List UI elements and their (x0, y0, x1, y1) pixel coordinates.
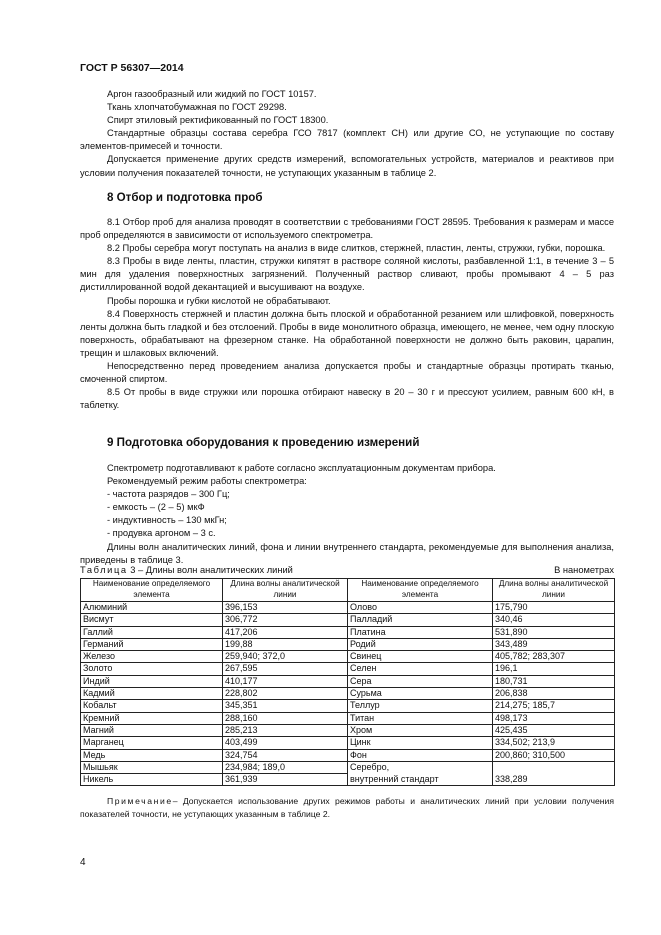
wavelength-value: 196,1 (493, 663, 615, 675)
paragraph: 8.5 От пробы в виде стружки или порошка отбирают навеску в 20 – 30 г и прессуют усилием, равным 600 кН, в таблетку. (80, 387, 614, 411)
element-name: Золото (81, 663, 223, 675)
table-row (81, 663, 615, 675)
materials-item: Ткань хлопчатобумажная по ГОСТ 29298. (107, 102, 287, 113)
materials-list (80, 88, 614, 180)
wavelength-value: 324,754 (223, 749, 348, 761)
element-name: Родий (348, 638, 493, 650)
paragraph: 8.4 Поверхность стержней и пластин должна быть плоской и обработанной резанием или шлифовкой, поверхность ленты должна быть гладкой и без отслоений. Пробы в виде монолитного образца, имеющего, не менее, чем одну плоскую поверхность, обрабатывают на фрезерном станке. На обработанной поверхности не должно быть раковин, царапин, трещин и шлаковых включений. (80, 308, 614, 358)
paragraph: 8.3 Пробы в виде ленты, пластин, стружки кипятят в растворе соляной кислоты, разбавленной 1:1, в течение 3 – 5 мин для удаления поверхностных загрязнений. Полученный раствор сливают, пробы промывают 4 – 5 раз дистиллированной водой декантацией и высушивают на воздухе. (80, 256, 614, 293)
table-header-row (81, 579, 615, 602)
settings-item: - продувка аргоном – 3 с. (107, 528, 216, 539)
header-element: Наименование определяемого элемента (348, 579, 493, 602)
table-row (81, 761, 615, 773)
element-name: Мышьяк (81, 761, 223, 773)
element-name: Фон (348, 749, 493, 761)
element-name: Индий (81, 675, 223, 687)
wavelength-value: 334,502; 213,9 (493, 737, 615, 749)
paragraph: Непосредственно перед проведением анализа допускается пробы и стандартные образцы протирать тканью, смоченной спиртом. (80, 361, 614, 385)
table-caption-label: Таблица (80, 565, 128, 575)
element-name: Никель (81, 774, 223, 786)
wavelength-value: 343,489 (493, 638, 615, 650)
element-name: Кобальт (81, 700, 223, 712)
wavelength-value: 340,46 (493, 614, 615, 626)
table-unit: В нанометрах (554, 565, 614, 575)
element-name: Кадмий (81, 688, 223, 700)
element-name: Олово (348, 602, 493, 614)
wavelength-value: 405,782; 283,307 (493, 651, 615, 663)
element-name: Сера (348, 675, 493, 687)
wavelength-value: 425,435 (493, 724, 615, 736)
paragraph: Длины волн аналитических линий, фона и линии внутреннего стандарта, рекомендуемые для выполнения анализа, приведены в таблице 3. (80, 541, 614, 565)
settings-item: - емкость – (2 – 5) мкФ (107, 502, 205, 513)
section-9-title: 9 Подготовка оборудования к проведению измерений (107, 436, 420, 449)
table-row (81, 614, 615, 626)
table-row (81, 675, 615, 687)
table-row (81, 602, 615, 614)
wavelength-value: 345,351 (223, 700, 348, 712)
wavelength-value: 234,984; 189,0 (223, 761, 348, 773)
wavelength-value: 288,160 (223, 712, 348, 724)
table-row (81, 749, 615, 761)
settings-item: - индуктивность – 130 мкГн; (107, 515, 227, 526)
wavelength-value: 410,177 (223, 675, 348, 687)
wavelength-value: 306,772 (223, 614, 348, 626)
element-name: Алюминий (81, 602, 223, 614)
page-number: 4 (80, 857, 86, 868)
wavelength-table (80, 578, 615, 786)
header-wavelength: Длина волны аналитической линии (493, 579, 615, 602)
table-row (81, 651, 615, 663)
element-name: Теллур (348, 700, 493, 712)
table-row (81, 737, 615, 749)
materials-item: Аргон газообразный или жидкий по ГОСТ 10157. (107, 89, 317, 99)
wavelength-value: 267,595 (223, 663, 348, 675)
paragraph: Рекомендуемый режим работы спектрометра: (107, 476, 307, 487)
element-name: Цинк (348, 737, 493, 749)
materials-item: Допускается применение других средств измерений, вспомогательных устройств, материалов и реактивов при условии получения показателей точности, не уступающих указанным в таблице 2. (80, 154, 614, 178)
document-header: ГОСТ Р 56307—2014 (80, 62, 184, 74)
table-row (81, 638, 615, 650)
paragraph: Пробы порошка и губки кислотой не обрабатывают. (107, 295, 331, 306)
element-name: Хром (348, 724, 493, 736)
element-name: Селен (348, 663, 493, 675)
wavelength-value: 206,838 (493, 688, 615, 700)
table-caption (80, 565, 293, 575)
element-name: внутренний стандарт (348, 774, 493, 786)
settings-item: - частота разрядов – 300 Гц; (107, 489, 230, 500)
table-row (81, 712, 615, 724)
table-note (80, 795, 614, 820)
wavelength-value (493, 761, 615, 773)
element-name: Кремний (81, 712, 223, 724)
element-name: Магний (81, 724, 223, 736)
wavelength-value: 403,499 (223, 737, 348, 749)
wavelength-value: 498,173 (493, 712, 615, 724)
header-element: Наименование определяемого элемента (81, 579, 223, 602)
wavelength-value: 396,153 (223, 602, 348, 614)
element-name: Медь (81, 749, 223, 761)
paragraph: Спектрометр подготавливают к работе согласно эксплуатационным документам прибора. (107, 463, 496, 473)
element-name: Платина (348, 626, 493, 638)
element-name: Палладий (348, 614, 493, 626)
wavelength-value: 259,940; 372,0 (223, 651, 348, 663)
wavelength-value: 180,731 (493, 675, 615, 687)
note-label: Примечание (107, 796, 173, 806)
table-row (81, 688, 615, 700)
wavelength-value: 417,206 (223, 626, 348, 638)
section-8-body (80, 216, 614, 412)
wavelength-value: 285,213 (223, 724, 348, 736)
wavelength-value: 228,802 (223, 688, 348, 700)
element-name: Железо (81, 651, 223, 663)
element-name: Галлий (81, 626, 223, 638)
element-name: Титан (348, 712, 493, 724)
table-row (81, 724, 615, 736)
header-wavelength: Длина волны аналитической линии (223, 579, 348, 602)
element-name: Висмут (81, 614, 223, 626)
paragraph: 8.1 Отбор проб для анализа проводят в соответствии с требованиями ГОСТ 28595. Требования к размерам и массе проб определяются в зависимости от используемого спектрометра. (80, 217, 614, 241)
wavelength-value: 338,289 (493, 774, 615, 786)
wavelength-value: 361,939 (223, 774, 348, 786)
table-row (81, 626, 615, 638)
table-row (81, 700, 615, 712)
section-8-title: 8 Отбор и подготовка проб (107, 191, 263, 204)
wavelength-value: 175,790 (493, 602, 615, 614)
wavelength-value: 531,890 (493, 626, 615, 638)
element-name: Серебро, (348, 761, 493, 773)
note-text: – Допускается использование других режимов работы и аналитических линий при условии получения показателей точности, не уступающих указанным в таблице 2. (80, 796, 614, 819)
wavelength-value: 199,88 (223, 638, 348, 650)
element-name: Германий (81, 638, 223, 650)
section-9-body (80, 462, 614, 567)
element-name: Марганец (81, 737, 223, 749)
wavelength-value: 200,860; 310,500 (493, 749, 615, 761)
element-name: Сурьма (348, 688, 493, 700)
materials-item: Стандартные образцы состава серебра ГСО 7817 (комплект СН) или другие СО, не уступающие по составу элементов-примесей и точности. (80, 128, 614, 152)
table-row (81, 774, 615, 786)
materials-item: Спирт этиловый ректификованный по ГОСТ 18300. (107, 115, 329, 126)
element-name: Свинец (348, 651, 493, 663)
paragraph: 8.2 Пробы серебра могут поступать на анализ в виде слитков, стержней, пластин, ленты, стружки, губки, порошка. (107, 243, 606, 254)
table-caption-text: 3 – Длины волн аналитических линий (127, 565, 293, 575)
wavelength-value: 214,275; 185,7 (493, 700, 615, 712)
